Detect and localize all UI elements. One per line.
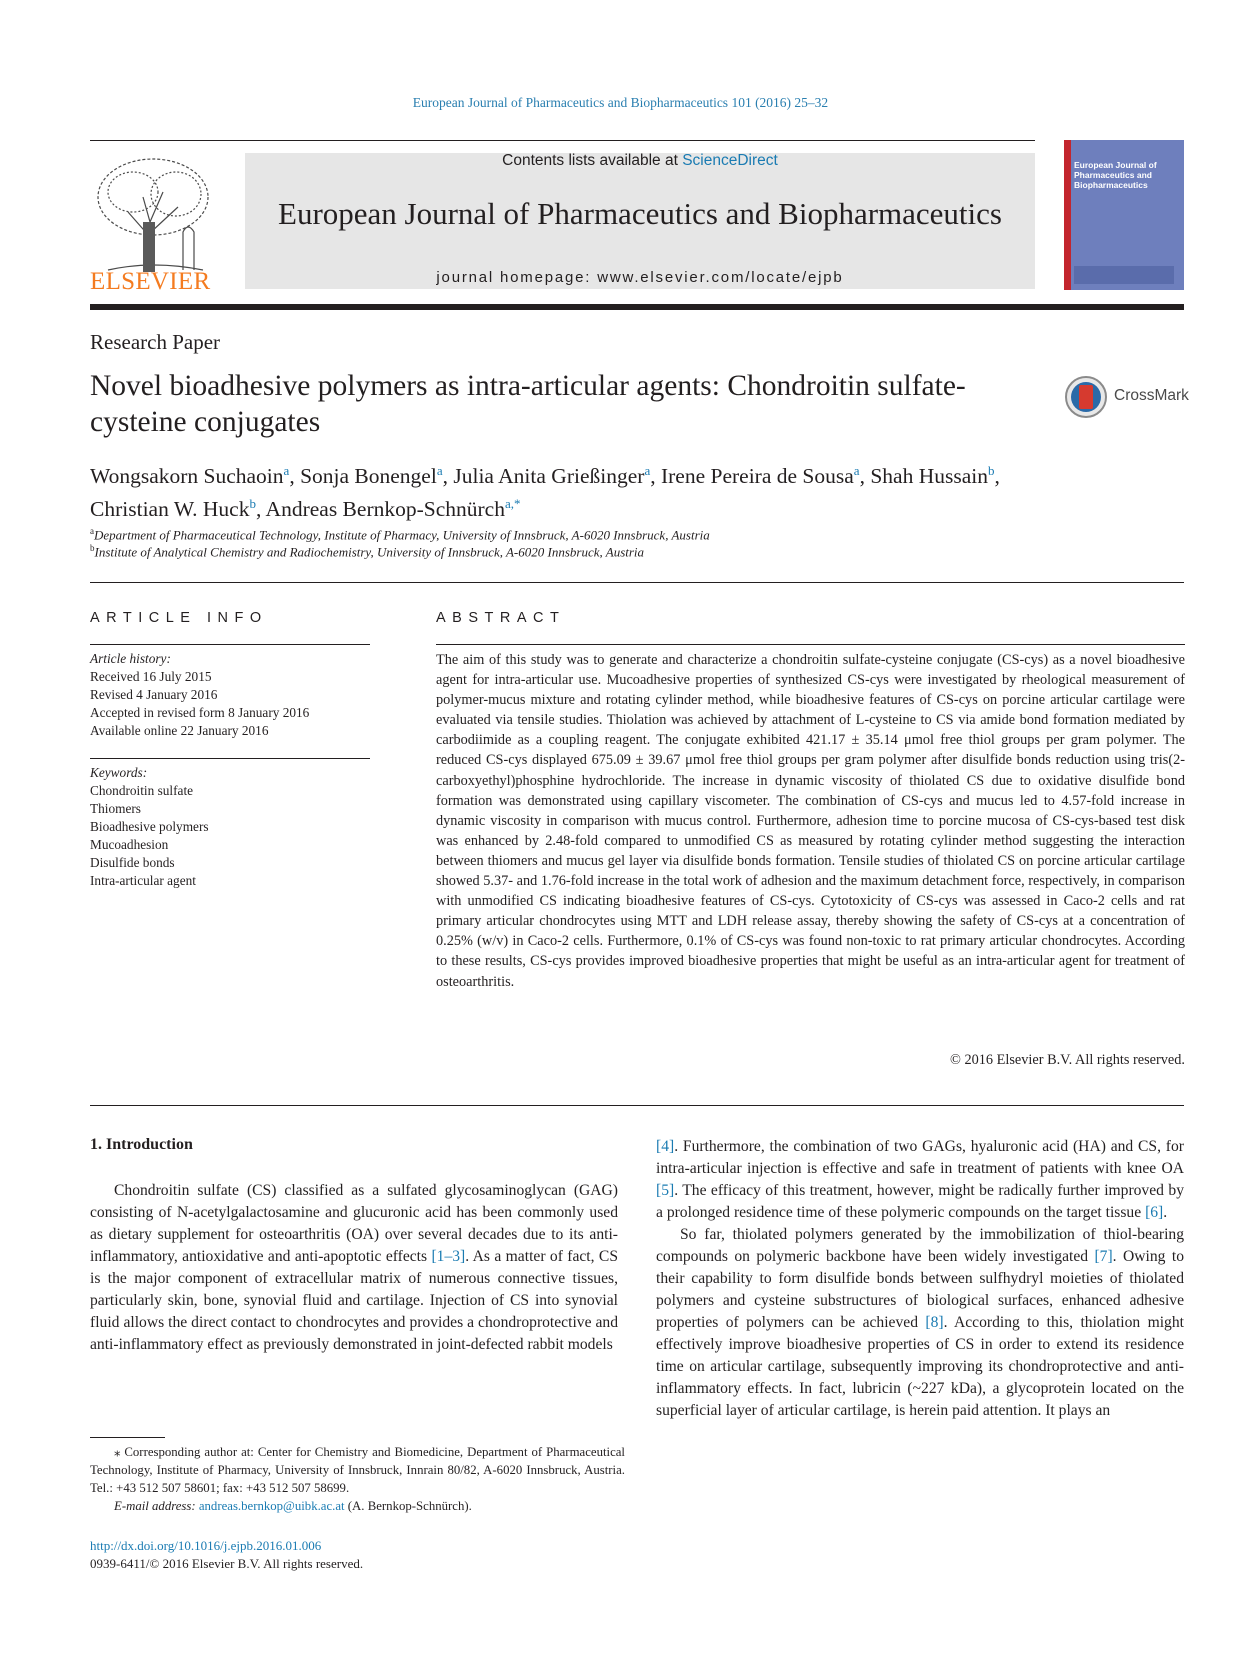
contents-line [245, 152, 1035, 170]
keywords-label: Keywords: [90, 765, 148, 780]
intro-text: . As a matter of fact, CS is the major component of extracellular matrix of numerous connective tissues, particularly skin, bone, synovial fluid and cartilage. Injection of CS into synovial fluid allows the direct contact to chondrocytes and provides a chondroprotective and anti-inflammatory effect as previously demonstrated in joint-defected rabbit models [90, 1248, 618, 1353]
intro-text: . Furthermore, the combination of two GAGs, hyaluronic acid (HA) and CS, for intra-articular injection is effective and safe in treatment of patients with knee OA [656, 1138, 1184, 1177]
doi-link[interactable]: http://dx.doi.org/10.1016/j.ejpb.2016.01.006 [90, 1538, 322, 1553]
author-affil-mark[interactable]: b [249, 496, 256, 512]
author-name: Andreas Bernkop-Schnürch [265, 497, 505, 522]
keyword: Mucoadhesion [90, 837, 169, 852]
issn-line: 0939-6411/© 2016 Elsevier B.V. All rights reserved. [90, 1556, 364, 1571]
crossmark-icon [1064, 375, 1108, 419]
header-thick-rule [90, 304, 1184, 310]
affiliation-text: Institute of Analytical Chemistry and Radiochemistry, University of Innsbruck, A-6020 Innsbruck, Austria [94, 544, 645, 560]
intro-text: So far, thiolated polymers generated by the immobilization of thiol-bearing compounds on polymeric backbone have been widely investigated [656, 1226, 1184, 1265]
citation-link[interactable]: [1–3] [431, 1248, 466, 1265]
intro-right-column [656, 1136, 1184, 1422]
article-info-heading: ARTICLE INFO [90, 610, 268, 626]
history-accepted: Accepted in revised form 8 January 2016 [90, 705, 310, 720]
keyword: Chondroitin sulfate [90, 783, 194, 798]
author-name: Wongsakorn Suchaoin [90, 464, 284, 489]
author-line-1: Wongsakorn Suchaoin$^a$, Sonja Bonengel$^a$, Julia Anita Grießinger$^a$, Irene Pereira de Sousa$^a$, Shah Hussain$^b$, [90, 463, 1000, 489]
doi-block [90, 1537, 363, 1573]
author-name: Shah Hussain [870, 464, 988, 489]
affiliation-mark: a [90, 526, 94, 536]
keyword: Bioadhesive polymers [90, 819, 209, 834]
cover-footer-block [1074, 266, 1174, 284]
author-name: Julia Anita Grießinger [453, 464, 645, 489]
keyword: Thiomers [90, 801, 141, 816]
publisher-name: ELSEVIER [90, 268, 211, 295]
author-affil-mark[interactable]: a [644, 463, 651, 478]
journal-reference[interactable]: European Journal of Pharmaceutics and Biopharmaceutics 101 (2016) 25–32 [412, 95, 829, 110]
contents-prefix: Contents lists available at [502, 152, 683, 169]
intro-text: . Owing to their capability to form disulfide bonds between sulfhydryl moieties of thiolated polymers and cysteine substructures of biological surfaces, enhanced adhesive properties of polymers can be achieved [656, 1248, 1184, 1331]
intro-paragraph-1-cont [656, 1136, 1184, 1224]
abstract-bottom-rule [90, 1105, 1184, 1106]
footnote-rule [90, 1437, 165, 1438]
author-name: Christian W. Huck [90, 497, 250, 522]
cover-stripe [1064, 140, 1071, 290]
affiliation-a [90, 526, 710, 543]
abstract-copyright: © 2016 Elsevier B.V. All rights reserved. [950, 1052, 1185, 1068]
sciencedirect-link[interactable]: ScienceDirect [682, 152, 778, 169]
journal-cover-thumbnail [1064, 140, 1184, 290]
journal-homepage[interactable]: journal homepage: www.elsevier.com/locate/ejpb [436, 269, 844, 286]
history-online: Available online 22 January 2016 [90, 723, 269, 738]
history-revised: Revised 4 January 2016 [90, 687, 218, 702]
abstract-text: The aim of this study was to generate and characterize a chondroitin sulfate-cysteine conjugate (CS-cys) as a novel bioadhesive agent for intra-articular use. Mucoadhesive properties of synthesized CS-cys were investigated by rheological measurement of polymer-mucus mixture and rotating cylinder method, while bioadhesive features of CS-cys on porcine articular cartilage were evaluated via tensile studies. Thiolation was achieved by attachment of L-cysteine to CS via amide bond formation mediated by carbodiimide as a coupling reagent. The conjugate exhibited 421.17 ± 35.14 μmol free thiol groups per gram polymer. The reduced CS-cys displayed 675.09 ± 39.67 μmol free thiol groups per gram polymer after disulfide bonds reduction using tris(2-carboxyethyl)phosphine hydrochloride. The increase in dynamic viscosity of thiolated CS due to oxidative disulfide bond formation was demonstrated using capillary viscometer. The combination of CS-cys and mucus led to 4.57-fold increase in dynamic viscosity in comparison with mucus control. Furthermore, adhesion time to porcine mucosa of CS-cys-based test disk was enhanced by 2.48-fold compared to unmodified CS as measured by rotating cylinder method suggesting the interaction between thiomers and mucus gel layer via disulfide bonds formation. Tensile studies of thiolated CS on porcine articular cartilage showed 5.37- and 1.76-fold increase in the total work of adhesion and the maximum detachment force, respectively, in comparison with unmodified CS indicating bioadhesive features of CS-cys. Cytotoxicity of CS-cys was assessed in Caco-2 cells and rat primary articular chondrocytes using MTT and LDH release assay, thereby showing the safety of CS-cys at a concentration of 0.25% (w/v) in Caco-2 cells. Furthermore, 0.1% of CS-cys was found non-toxic to rat primary articular chondrocytes. According to these results, CS-cys provides improved bioadhesive properties that might be useful as an intra-articular agent for treatment of osteoarthritis. [436, 652, 1185, 990]
intro-text: . The efficacy of this treatment, however, might be radically further improved by a prolonged residence time of these polymeric compounds on the target tissue [656, 1182, 1184, 1221]
intro-text: . [1163, 1204, 1168, 1221]
author-name: Sonja Bonengel [300, 464, 437, 489]
affiliation-mark: b [90, 543, 95, 553]
email-line [90, 1497, 625, 1515]
citation-link[interactable]: [7] [1094, 1248, 1113, 1265]
affiliation-b [90, 543, 644, 560]
section-heading-introduction: 1. Introduction [90, 1136, 193, 1153]
keywords [90, 764, 370, 890]
intro-text: . According to this, thiolation might effectively improve bioadhesive properties of CS in order to extend its residence time on articular cartilage, subsequently improving its chondroprotective and anti-inflammatory effects. In fact, lubricin (~227 kDa), a glycoprotein located on the superficial layer of articular cartilage, is herein paid attention. It plays an [656, 1314, 1184, 1419]
corresponding-author-text: ⁎ Corresponding author at: Center for Chemistry and Biomedicine, Department of Pharmaceutical Technology, Institute of Pharmacy, University of Innsbruck, Innrain 80/82, A-6020 Innsbruck, Austria. Tel.: +43 512 507 58601; fax: +43 512 507 58699. [90, 1445, 625, 1495]
abstract-heading: ABSTRACT [436, 610, 566, 626]
citation-link[interactable]: [4] [656, 1138, 675, 1155]
citation-link[interactable]: [8] [925, 1314, 944, 1331]
intro-text: Chondroitin sulfate (CS) classified as a sulfated glycosaminoglycan (GAG) consisting of N-acetylgalactosamine and glucuronic acid has been commonly used as dietary supplement for osteoarthritis (OA) over several decades due to its anti-inflammatory, antioxidative and anti-apoptotic effects [90, 1182, 618, 1265]
intro-paragraph-2 [656, 1224, 1184, 1422]
citation-link[interactable]: [5] [656, 1182, 675, 1199]
crossmark-badge[interactable] [1064, 375, 1189, 417]
history-label: Article history: [90, 651, 171, 666]
author-affil-mark[interactable]: a [283, 463, 290, 478]
crossmark-label: CrossMark [1114, 387, 1189, 404]
author-line-2: Christian W. Huck$^b$, Andreas Bernkop-Schnürch$^{a,*}$ [90, 496, 521, 522]
abstract-rule [436, 644, 1185, 645]
citation-link[interactable]: [6] [1145, 1204, 1164, 1221]
author-list [90, 457, 1190, 523]
article-type: Research Paper [90, 330, 221, 354]
author-affil-mark[interactable]: a [436, 463, 443, 478]
affiliation-text: Department of Pharmaceutical Technology, Institute of Pharmacy, University of Innsbruck, A-6020 Innsbruck, Austria [94, 527, 710, 543]
email-label: E-mail address: [114, 1499, 199, 1513]
affiliation-rule [90, 582, 1184, 583]
email-suffix: (A. Bernkop-Schnürch). [344, 1499, 472, 1513]
top-rule [90, 140, 1035, 141]
cover-title: European Journal of Pharmaceutics and Biopharmaceutics [1074, 160, 1157, 190]
article-info-rule [90, 644, 370, 645]
author-affil-mark[interactable]: a,* [504, 496, 521, 512]
author-affil-mark[interactable]: b [987, 463, 995, 478]
article-history [90, 650, 370, 740]
author-affil-mark[interactable]: a [853, 463, 860, 478]
keyword: Intra-articular agent [90, 873, 196, 888]
intro-paragraph-1 [90, 1180, 618, 1356]
corresponding-author-footnote [90, 1443, 625, 1515]
author-name: Irene Pereira de Sousa [660, 464, 854, 489]
intro-left-column [90, 1180, 618, 1356]
email-link[interactable]: andreas.bernkop@uibk.ac.at [198, 1499, 345, 1513]
journal-title: European Journal of Pharmaceutics and Biopharmaceutics [278, 196, 1002, 231]
keywords-rule [90, 758, 370, 759]
history-received: Received 16 July 2015 [90, 669, 212, 684]
keyword: Disulfide bonds [90, 855, 175, 870]
article-title: Novel bioadhesive polymers as intra-articular agents: Chondroitin sulfate-cysteine conjugates [90, 370, 966, 438]
